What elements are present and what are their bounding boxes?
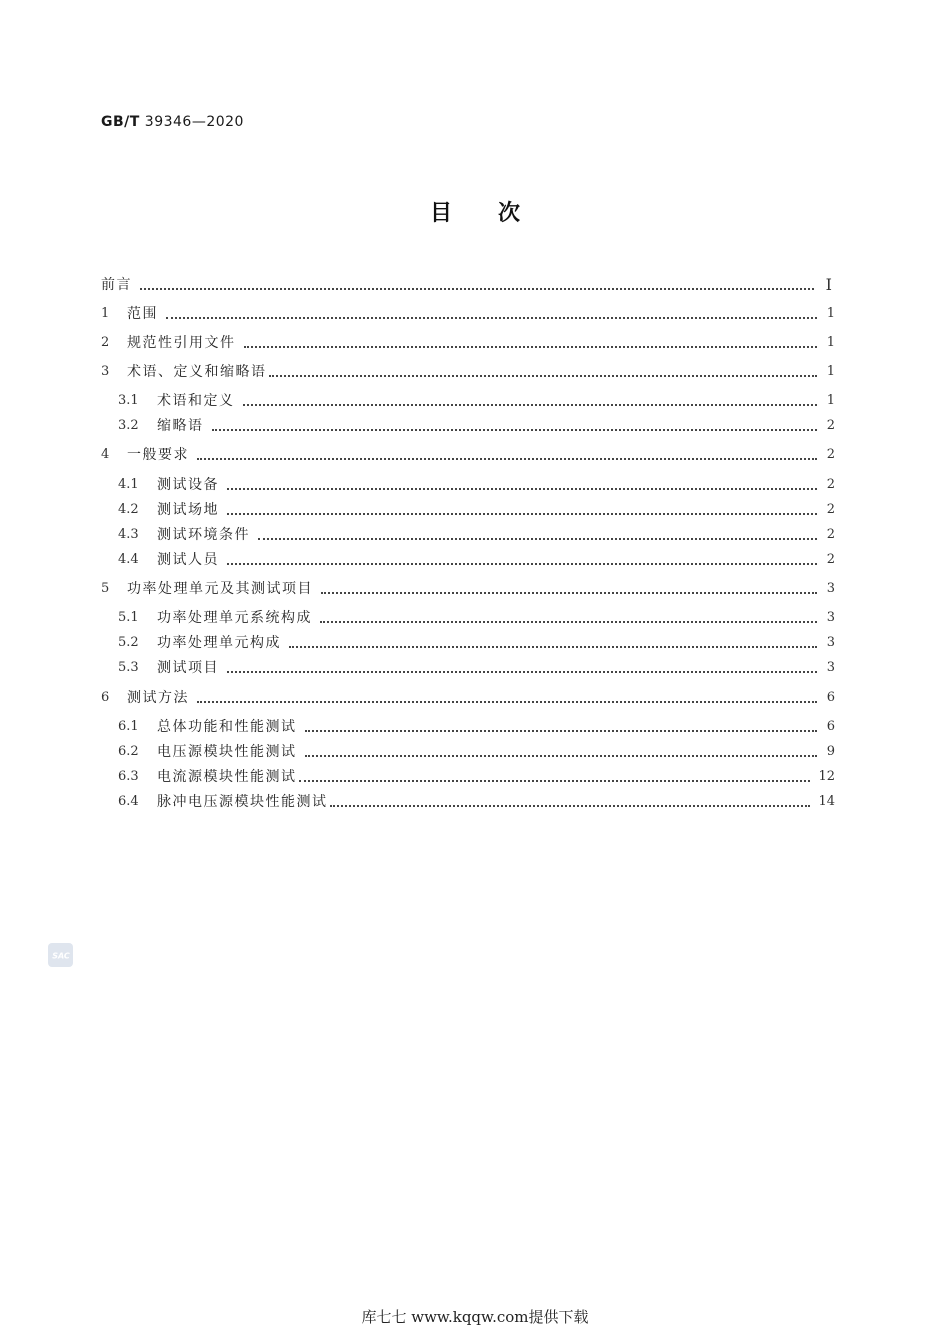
toc-entry-page: 2 [826,477,835,492]
toc-leader [258,525,817,545]
toc-entry-number: 6.3 [118,769,139,784]
toc-entry-label: 电流源模块性能测试 [157,769,297,785]
toc-entry-label: 测试设备 [157,477,219,493]
toc-leader [197,445,817,465]
toc-entry-6-2[interactable] [118,742,835,762]
toc-entry-page: I [825,275,832,294]
toc-leader [227,658,817,678]
toc-leader [330,792,811,812]
toc-entry-number: 4.2 [118,502,139,517]
toc-entry-label: 电压源模块性能测试 [157,744,297,760]
toc-entry-1[interactable] [101,304,835,324]
toc-entry-number: 3.1 [118,393,139,408]
toc-entry-6-1[interactable] [118,717,835,737]
toc-entry-number: 6.4 [118,794,139,809]
toc-entry-label: 范围 [127,306,158,322]
toc-entry-page: 1 [826,393,835,408]
toc-entry-label: 测试方法 [127,690,189,706]
toc-entry-label: 总体功能和性能测试 [157,719,297,735]
toc-entry-page: 2 [826,502,835,517]
toc-entry-label: 一般要求 [127,447,189,463]
toc-entry-number: 3.2 [118,418,139,433]
toc-entry-label: 术语、定义和缩略语 [127,364,267,380]
toc-leader [227,550,817,570]
toc-entry-number: 6.2 [118,744,139,759]
toc-entry-page: 14 [818,794,835,809]
toc-entry-number: 5.3 [118,660,139,675]
toc-entry-page: 12 [818,769,835,784]
toc-entry-number: 6.1 [118,719,139,734]
toc-entry-page: 2 [826,447,835,462]
toc-leader [269,362,818,382]
toc-entry-number: 3 [101,364,110,379]
toc-entry-6-4[interactable] [118,792,835,812]
toc-entry-6-3[interactable] [118,767,835,787]
toc-entry-number: 1 [101,306,110,321]
toc-entry-label: 测试人员 [157,552,219,568]
toc-entry-number: 5 [101,581,110,596]
toc-entry-page: 1 [826,306,835,321]
toc-entry-number: 4.3 [118,527,139,542]
standard-prefix: GB/T [101,114,140,130]
svg-text:SAC: SAC [51,951,70,961]
toc-entry-3-2[interactable] [118,416,835,436]
toc-entry-label: 缩略语 [157,418,204,434]
toc-leader [289,633,817,653]
standard-code: 39346—2020 [144,114,244,130]
toc-leader [227,500,817,520]
toc-leader [305,742,818,762]
toc-entry-label: 测试项目 [157,660,219,676]
toc-leader [320,608,817,628]
toc-entry-4-2[interactable] [118,500,835,520]
toc-entry-4[interactable] [101,445,835,465]
page-title: 目次 [429,201,566,226]
toc-entry-page: 3 [826,610,835,625]
toc-leader [305,717,818,737]
toc-entry-label: 脉冲电压源模块性能测试 [157,794,328,810]
toc-entry-label: 功率处理单元系统构成 [157,610,312,626]
toc-leader [197,688,817,708]
toc-entry-5[interactable] [101,579,835,599]
toc-entry-page: 9 [826,744,835,759]
footer-source: 库七七 www.kqqw.com提供下载 [361,1308,589,1326]
toc-entry-page: 1 [826,335,835,350]
toc-entry-label: 规范性引用文件 [127,335,236,351]
toc-entry-5-2[interactable] [118,633,835,653]
toc-entry-page: 2 [826,552,835,567]
toc-entry-label: 功率处理单元构成 [157,635,281,651]
toc-leader [140,275,814,295]
toc-leader [212,416,818,436]
toc-entry-page: 6 [826,690,835,705]
toc-entry-page: 1 [826,364,835,379]
toc-entry-label: 前言 [101,277,132,293]
toc-entry-number: 4 [101,447,110,462]
toc-entry-number: 2 [101,335,110,350]
toc-entry-page: 3 [826,581,835,596]
toc-entry-page: 3 [826,635,835,650]
toc-entry-4-4[interactable] [118,550,835,570]
toc-leader [299,767,811,787]
toc-entry-number: 4.1 [118,477,139,492]
toc-entry-page: 2 [826,418,835,433]
toc-entry-6[interactable] [101,688,835,708]
toc-entry-4-3[interactable] [118,525,835,545]
toc-entry-number: 4.4 [118,552,139,567]
toc-leader [166,304,817,324]
toc-entry-3[interactable] [101,362,835,382]
toc-entry-5-3[interactable] [118,658,835,678]
toc-leader [244,333,818,353]
toc-entry-label: 功率处理单元及其测试项目 [127,581,313,597]
toc-entry-number: 5.2 [118,635,139,650]
toc-entry-label: 测试场地 [157,502,219,518]
toc-entry-label: 术语和定义 [157,393,235,409]
sac-watermark-logo [48,943,73,967]
toc-entry-number: 5.1 [118,610,139,625]
toc-entry-page: 3 [826,660,835,675]
toc-entry-page: 2 [826,527,835,542]
toc-leader [243,391,818,411]
toc-leader [321,579,817,599]
toc-entry-3-1[interactable] [118,391,835,411]
toc-entry-label: 测试环境条件 [157,527,250,543]
toc-entry-2[interactable] [101,333,835,353]
toc-entry-page: 6 [826,719,835,734]
toc-leader [227,475,817,495]
sac-logo-icon [50,949,72,961]
toc-entry-number: 6 [101,690,110,705]
toc-entry-4-1[interactable] [118,475,835,495]
toc-entry-foreword[interactable] [101,275,835,295]
toc-entry-5-1[interactable] [118,608,835,628]
